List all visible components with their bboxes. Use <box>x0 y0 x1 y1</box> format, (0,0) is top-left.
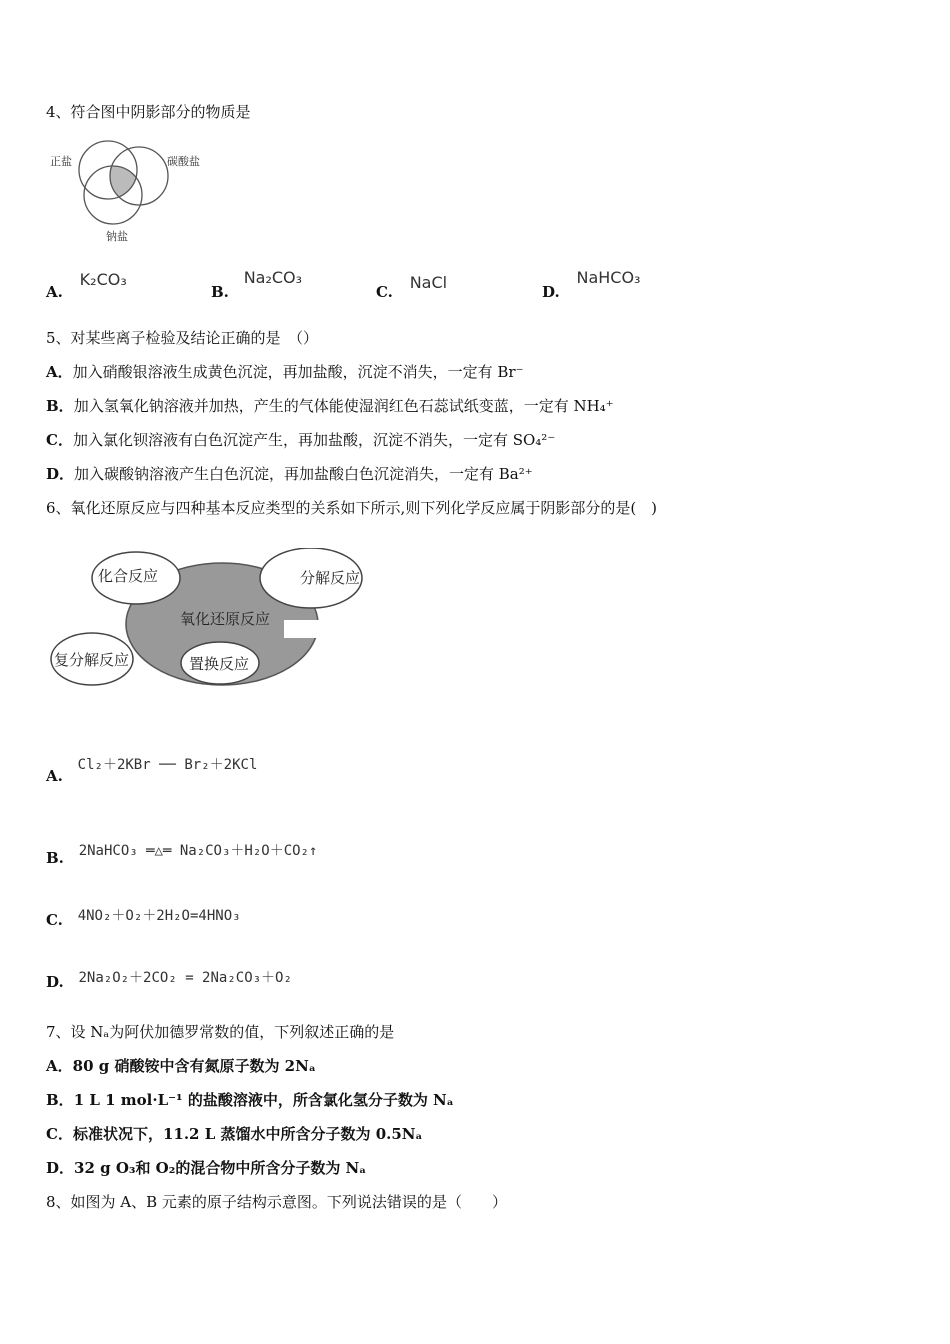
q6-option-c[interactable] <box>46 908 241 930</box>
option-equation: 2NaHCO₃ ═△═ Na₂CO₃＋H₂O＋CO₂↑ <box>78 843 318 859</box>
option-label: A． <box>46 1057 73 1075</box>
q7-option-b[interactable] <box>46 1090 454 1110</box>
option-label: C． <box>46 1125 73 1143</box>
option-text: 1 L 1 mol·L⁻¹ 的盐酸溶液中，所含氯化氢分子数为 Nₐ <box>73 1091 454 1109</box>
q4-venn-diagram <box>46 136 216 246</box>
option-label: B. <box>46 849 64 867</box>
q8-stem: 8、如图为 A、B 元素的原子结构示意图。下列说法错误的是（ ） <box>46 1193 507 1211</box>
option-label: C． <box>46 431 73 449</box>
q6-reaction-diagram <box>46 548 376 698</box>
q6-option-a[interactable] <box>46 757 258 786</box>
q5-option-d[interactable] <box>46 464 533 484</box>
q4-option-b[interactable] <box>211 268 303 301</box>
option-label: D． <box>46 465 75 483</box>
label-redox: 氧化还原反应 <box>180 610 271 628</box>
option-equation: 4NO₂＋O₂＋2H₂O=4HNO₃ <box>77 908 241 924</box>
label-double-displacement: 复分解反应 <box>54 651 130 669</box>
option-equation: 2Na₂O₂＋2CO₂ = 2Na₂CO₃＋O₂ <box>78 970 292 986</box>
q7-stem: 7、设 Nₐ为阿伏加德罗常数的值，下列叙述正确的是 <box>46 1023 395 1041</box>
q4-option-c[interactable] <box>376 273 448 301</box>
q6-stem: 6、氧化还原反应与四种基本反应类型的关系如下所示,则下列化学反应属于阴影部分的是( ) <box>46 499 658 517</box>
q5-option-c[interactable] <box>46 430 555 450</box>
option-text: 标准状况下，11.2 L 蒸馏水中所含分子数为 0.5Nₐ <box>72 1125 423 1143</box>
option-equation: Cl₂＋2KBr ── Br₂＋2KCl <box>77 757 258 773</box>
option-formula: Na₂CO₃ <box>243 268 303 287</box>
option-text: 加入氯化钡溶液有白色沉淀产生，再加盐酸，沉淀不消失，一定有 SO₄²⁻ <box>72 431 556 449</box>
option-label: B． <box>46 397 74 415</box>
label-combination: 化合反应 <box>98 567 159 585</box>
option-text: 加入碳酸钠溶液产生白色沉淀，再加盐酸白色沉淀消失，一定有 Ba²⁺ <box>74 465 533 483</box>
q5-option-a[interactable] <box>46 362 524 382</box>
q5-stem: 5、对某些离子检验及结论正确的是 （） <box>46 329 319 347</box>
option-text: 加入硝酸银溶液生成黄色沉淀，再加盐酸，沉淀不消失，一定有 Br⁻ <box>72 363 524 381</box>
option-text: 32 g O₃和 O₂的混合物中所含分子数为 Nₐ <box>74 1159 367 1177</box>
option-label: D． <box>46 1159 75 1177</box>
venn-label-carbonate: 碳酸盐 <box>167 155 200 168</box>
q6-option-d[interactable] <box>46 970 292 992</box>
label-decomposition: 分解反应 <box>300 569 361 587</box>
label-displacement: 置换反应 <box>189 655 250 673</box>
venn-label-sodium-salt: 钠盐 <box>106 230 128 243</box>
q7-option-c[interactable] <box>46 1124 423 1144</box>
option-label: C. <box>376 283 393 301</box>
venn-label-normal-salt: 正盐 <box>50 155 72 168</box>
option-text: 加入氢氧化钠溶液并加热，产生的气体能使湿润红色石蕊试纸变蓝，一定有 NH₄⁺ <box>73 397 614 415</box>
option-label: A. <box>46 767 63 785</box>
q6-option-b[interactable] <box>46 843 318 868</box>
q7-option-a[interactable] <box>46 1056 316 1076</box>
option-label: B． <box>46 1091 74 1109</box>
q5-option-b[interactable] <box>46 396 614 416</box>
option-label: A． <box>46 363 73 381</box>
option-formula: K₂CO₃ <box>79 270 127 289</box>
option-formula: NaHCO₃ <box>576 268 641 287</box>
option-formula: NaCl <box>409 273 448 292</box>
q4-stem: 4、符合图中阴影部分的物质是 <box>46 103 251 121</box>
q4-option-d[interactable] <box>542 268 641 301</box>
option-label: B. <box>211 283 229 301</box>
option-label: C. <box>46 911 63 929</box>
option-label: A. <box>46 283 63 301</box>
option-label: D. <box>46 973 64 991</box>
option-text: 80 g 硝酸铵中含有氮原子数为 2Nₐ <box>72 1057 316 1075</box>
q7-option-d[interactable] <box>46 1158 366 1178</box>
option-label: D. <box>542 283 560 301</box>
q4-option-a[interactable] <box>46 270 127 301</box>
